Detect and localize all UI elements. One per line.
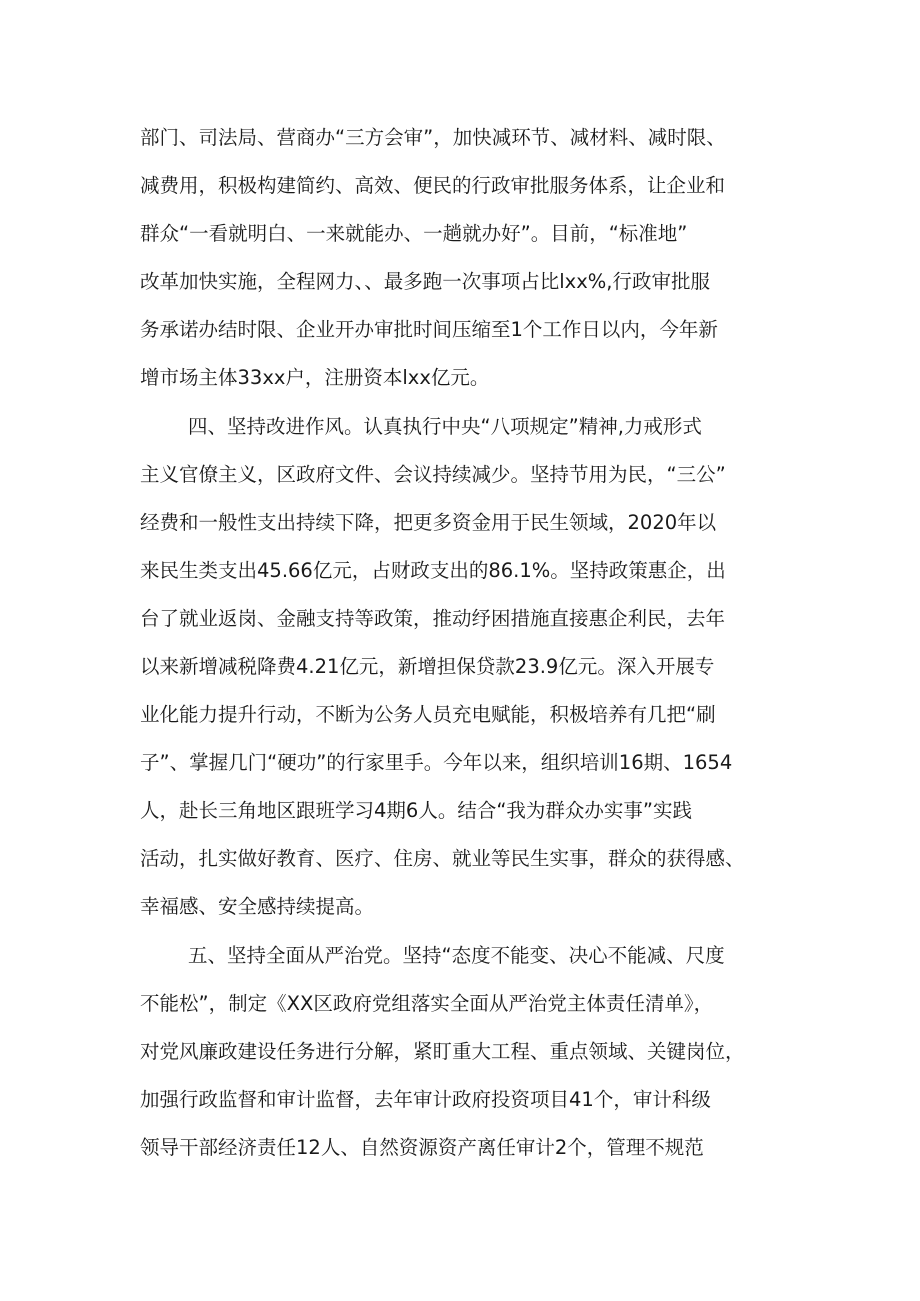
text-line: 减费用，积极构建简约、高效、便民的行政审批服务体系，让企业和 [140, 174, 726, 197]
text-line: 活动，扎实做好教育、医疗、住房、就业等民生实事，群众的获得感、 [140, 847, 745, 870]
text-line: 来民生类支出45.66亿元，占财政支出的86.1%。坚持政策惠企，出 [140, 559, 726, 582]
paragraph-five-heading-line: 五、坚持全面从严治党。坚持“态度不能变、决心不能减、尺度 [188, 944, 725, 967]
text-line: 增市场主体33xx户，注册资本lxx亿元。 [140, 366, 490, 389]
text-line: 不能松”，制定《XX区政府党组落实全面从严治党主体责任清单》， [140, 992, 714, 1015]
text-line: 人，赴长三角地区跟班学习4期6人。结合“我为群众办实事”实践 [140, 799, 693, 822]
text-line: 主义官僚主义，区政府文件、会议持续减少。坚持节用为民，“三公” [140, 463, 726, 486]
text-line: 务承诺办结时限、企业开办审批时间压缩至1个工作日以内，今年新 [140, 318, 718, 341]
paragraph-four-heading-line: 四、坚持改进作风。认真执行中央“八项规定”精神,力戒形式 [188, 415, 702, 438]
text-line: 业化能力提升行动，不断为公务人员充电赋能，积极培养有几把“刷 [140, 703, 716, 726]
text-line: 加强行政监督和审计监督，去年审计政府投资项目41个，审计科级 [140, 1088, 711, 1111]
text-line: 领导干部经济责任12人、自然资源资产离任审计2个，管理不规范 [140, 1136, 704, 1159]
text-line: 以来新增减税降费4.21亿元，新增担保贷款23.9亿元。深入开展专 [140, 655, 715, 678]
text-line: 台了就业返岗、金融支持等政策，推动纾困措施直接惠企利民，去年 [140, 607, 726, 630]
text-line: 幸福感、安全感持续提高。 [140, 895, 375, 918]
text-line: 子”、掌握几门“硬功”的行家里手。今年以来，组织培训16期、1654 [140, 751, 733, 774]
text-line: 对党风廉政建设任务进行分解，紧盯重大工程、重点领域、关键岗位， [140, 1040, 745, 1063]
text-line: 群众“一看就明白、一来就能办、一趟就办好”。目前，“标准地” [140, 222, 688, 245]
text-line: 部门、司法局、营商办“三方会审”，加快减环节、减材料、减时限、 [140, 126, 726, 149]
text-line: 经费和一般性支出持续下降，把更多资金用于民生领域，2020年以 [140, 511, 717, 534]
text-line: 改革加快实施，全程网力、、最多跑一次事项占比lxx%,行政审批服 [140, 270, 710, 293]
